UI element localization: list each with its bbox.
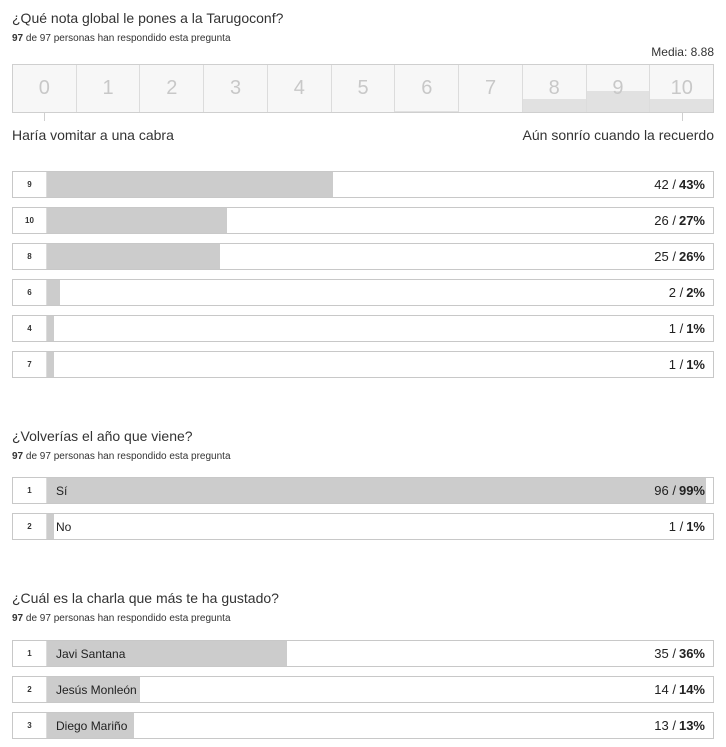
option-count: 35 /	[654, 646, 676, 661]
option-number: 2	[13, 677, 47, 702]
option-count: 13 /	[654, 718, 676, 733]
option-percent: 36%	[678, 646, 705, 661]
option-value	[669, 352, 705, 377]
option-value	[654, 208, 705, 233]
option-percent: 43%	[678, 177, 705, 192]
question-respondents	[12, 613, 231, 624]
respondent-count: 97	[12, 451, 24, 462]
option-value	[654, 478, 705, 503]
scale-tick-min	[44, 113, 45, 121]
result-bar-row	[12, 315, 714, 342]
option-count: 1 /	[668, 519, 684, 534]
bar-track	[47, 514, 713, 539]
scale-option-6	[395, 65, 459, 112]
option-number: 9	[13, 172, 47, 197]
rating-scale	[12, 64, 714, 113]
bar-track	[47, 280, 713, 305]
scale-option-2	[140, 65, 204, 112]
option-percent: 13%	[678, 718, 705, 733]
option-label: Javi Santana	[56, 646, 126, 661]
respondent-text: de 97 personas han respondido esta pregunta	[25, 451, 231, 462]
option-value	[669, 280, 705, 305]
scale-option-10	[650, 65, 713, 112]
scale-label-max: Aún sonrío cuando la recuerdo	[522, 127, 714, 143]
option-value	[669, 316, 705, 341]
option-number: 1	[13, 478, 47, 503]
question-respondents	[12, 33, 231, 44]
option-label: Diego Mariño	[56, 718, 128, 733]
option-count: 26 /	[654, 213, 676, 228]
scale-option-9	[587, 65, 651, 112]
bar-track	[47, 172, 713, 197]
option-number: 3	[13, 713, 47, 738]
bar-track	[47, 677, 713, 702]
option-percent: 1%	[686, 321, 705, 336]
option-percent: 27%	[678, 213, 705, 228]
scale-fill	[395, 111, 458, 112]
scale-label-min: Haría vomitar a una cabra	[12, 127, 174, 143]
result-bar-row	[12, 351, 714, 378]
option-number: 1	[13, 641, 47, 666]
scale-option-1	[77, 65, 141, 112]
result-bar-row	[12, 640, 714, 667]
average-score: Media: 8.88	[651, 45, 714, 59]
scale-number: 1	[102, 77, 114, 99]
option-count: 2 /	[668, 285, 684, 300]
scale-number: 10	[670, 77, 693, 99]
scale-fill	[523, 99, 586, 112]
respondent-count: 97	[12, 613, 24, 624]
option-value	[654, 641, 705, 666]
option-label: Jesús Monleón	[56, 682, 137, 697]
option-value	[654, 713, 705, 738]
bar-track	[47, 641, 713, 666]
scale-number: 8	[548, 77, 560, 99]
option-percent: 99%	[678, 483, 705, 498]
result-bar-row	[12, 676, 714, 703]
result-bar-row	[12, 477, 714, 504]
scale-option-3	[204, 65, 268, 112]
bar-track	[47, 244, 713, 269]
option-value	[654, 244, 705, 269]
scale-option-5	[332, 65, 396, 112]
scale-option-4	[268, 65, 332, 112]
option-count: 14 /	[654, 682, 676, 697]
question-title: ¿Volverías el año que viene?	[12, 428, 193, 444]
scale-tick-max	[682, 113, 683, 121]
option-label: Sí	[56, 483, 68, 498]
scale-number: 9	[612, 77, 624, 99]
result-bar-row	[12, 171, 714, 198]
bar-track	[47, 352, 713, 377]
option-percent: 26%	[678, 249, 705, 264]
result-bar-row	[12, 279, 714, 306]
scale-option-7	[459, 65, 523, 112]
respondent-text: de 97 personas han respondido esta pregunta	[25, 33, 231, 44]
scale-number: 6	[421, 77, 433, 99]
option-count: 42 /	[654, 177, 676, 192]
scale-number: 0	[38, 77, 50, 99]
question-respondents	[12, 451, 231, 462]
result-bar-row	[12, 513, 714, 540]
option-number: 7	[13, 352, 47, 377]
bar-track	[47, 208, 713, 233]
scale-option-0	[13, 65, 77, 112]
bar-track	[47, 478, 713, 503]
bar-fill	[47, 280, 60, 305]
option-value	[654, 677, 705, 702]
scale-number: 3	[230, 77, 242, 99]
bar-fill	[47, 514, 54, 539]
option-number: 8	[13, 244, 47, 269]
bar-track	[47, 316, 713, 341]
question-title: ¿Cuál es la charla que más te ha gustado?	[12, 590, 279, 606]
scale-option-8	[523, 65, 587, 112]
respondent-text: de 97 personas han respondido esta pregunta	[25, 613, 231, 624]
option-percent: 1%	[686, 519, 705, 534]
option-count: 1 /	[668, 321, 684, 336]
result-bar-row	[12, 207, 714, 234]
option-number: 2	[13, 514, 47, 539]
question-title: ¿Qué nota global le pones a la Tarugoconf?	[12, 10, 284, 26]
option-percent: 2%	[686, 285, 705, 300]
bar-fill	[47, 244, 220, 269]
scale-fill	[650, 99, 713, 112]
scale-number: 2	[166, 77, 178, 99]
bar-fill	[47, 172, 333, 197]
bar-fill	[47, 316, 54, 341]
option-percent: 14%	[678, 682, 705, 697]
option-percent: 1%	[686, 357, 705, 372]
result-bar-row	[12, 712, 714, 739]
option-number: 4	[13, 316, 47, 341]
option-count: 25 /	[654, 249, 676, 264]
bar-fill	[47, 478, 706, 503]
option-label: No	[56, 519, 72, 534]
bar-track	[47, 713, 713, 738]
bar-fill	[47, 352, 54, 377]
bar-fill	[47, 208, 227, 233]
option-value	[654, 172, 705, 197]
scale-number: 7	[484, 77, 497, 99]
option-count: 1 /	[668, 357, 684, 372]
result-bar-row	[12, 243, 714, 270]
scale-number: 4	[293, 77, 305, 99]
scale-number: 5	[357, 77, 369, 99]
option-number: 6	[13, 280, 47, 305]
option-number: 10	[13, 208, 47, 233]
option-value	[669, 514, 705, 539]
option-count: 96 /	[654, 483, 676, 498]
respondent-count: 97	[12, 33, 24, 44]
